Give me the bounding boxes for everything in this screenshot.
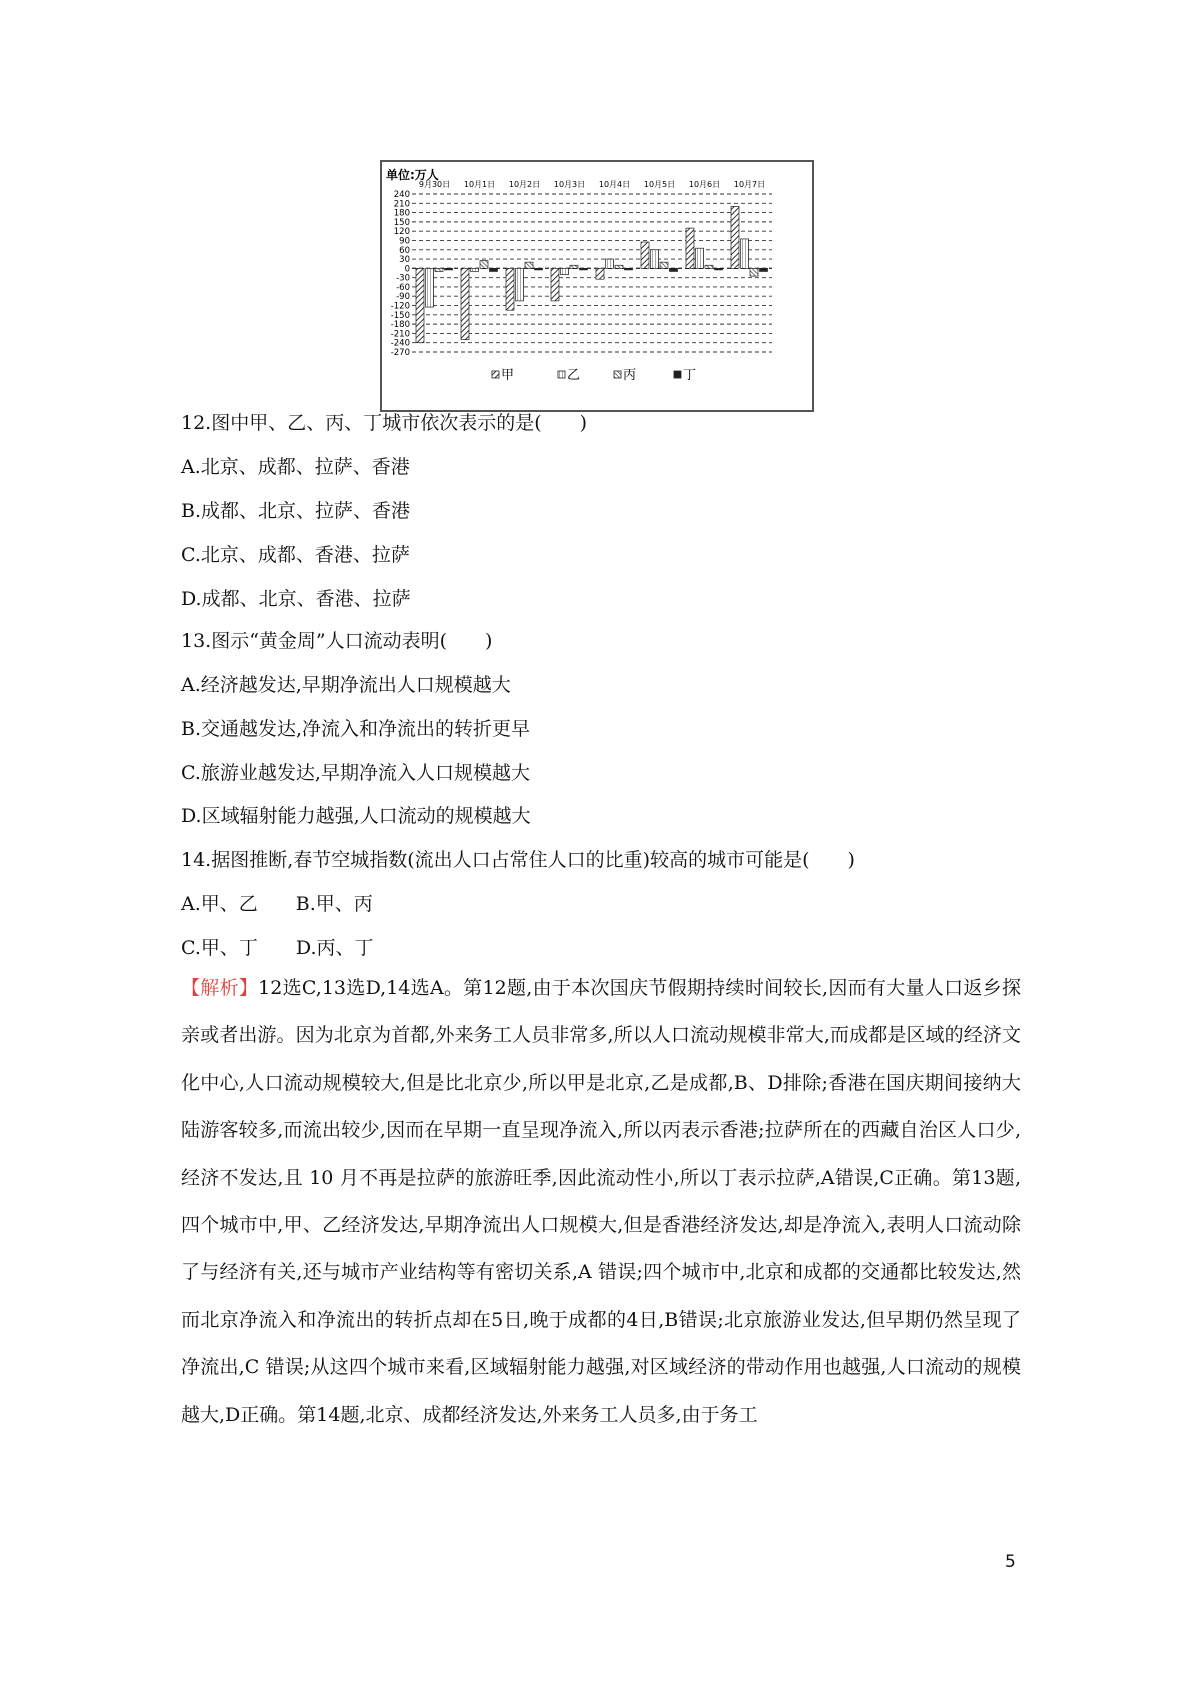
legend-label: 丁 [683, 368, 697, 383]
q13-option-b: B.交通越发达,净流入和净流出的转折更早 [181, 718, 531, 740]
y-tick-label: 30 [399, 255, 410, 266]
legend-label: 丙 [623, 368, 637, 383]
question-13: 13.图示“黄金周”人口流动表明( ) [181, 630, 493, 652]
bar-乙 [426, 268, 434, 307]
y-tick-label: -240 [390, 338, 410, 349]
category-label: 10月6日 [688, 180, 721, 189]
chart-unit-label: 单位:万人 [386, 168, 439, 182]
legend-swatch [674, 371, 681, 378]
bar-丙 [480, 261, 488, 269]
bar-甲 [461, 268, 469, 339]
question-14: 14.据图推断,春节空城指数(流出人口占常住人口的比重)较高的城市可能是( ) [181, 849, 855, 871]
bar-丙 [705, 265, 713, 268]
category-label: 10月5日 [643, 180, 676, 189]
analysis-text: 12选C,13选D,14选A。第12题,由于本次国庆节假期持续时间较长,因而有大量人口返乡探亲或者出游。因为北京为首都,外来务工人员非常多,所以人口流动规模非常大,而成都是区域的经济文化中心,人口流动规模较大,但是比北京少,所以甲是北京,乙是成都,B、D排除;香港在国庆期间接纳大陆游客较多,而流出较少,因而在早期一直呈现净流入,所以丙表示香港;拉萨所在的西藏自治区人口少,经济不发达,且 10 月不再是拉萨的旅游旺季,因此流动性小,所以丁表示拉萨,A错误,C正确。第13题,四个城市中,甲、乙经济发达,早期净流出人口规模大,但是香港经济发达,却是净流入,表明人口流动除了与经济有关,还与城市产业结构等有密切关系,A 错误;四个城市中,北京和成都的交通都比较发达,然而北京净流入和净流出的转折点却在5日,晚于成都的4日,B错误;北京旅游业发达,但早期仍然呈现了净流出,C 错误;从这四个城市来看,区域辐射能力越强,对区域经济的带动作用也越强,人口流动的规模越大,D正确。第14题,北京、成都经济发达,外来务工人员多,由于务工 [181, 977, 1021, 1426]
q12-option-a: A.北京、成都、拉萨、香港 [181, 456, 410, 478]
y-tick-label: -210 [390, 329, 410, 340]
y-tick-label: 150 [393, 217, 410, 228]
bar-乙 [741, 239, 749, 268]
q13-option-d: D.区域辐射能力越强,人口流动的规模越大 [181, 805, 531, 827]
y-tick-label: 120 [393, 227, 410, 238]
q12-option-c: C.北京、成都、香港、拉萨 [181, 544, 410, 566]
chart-svg [382, 162, 812, 410]
bar-丙 [525, 262, 533, 268]
page-number: 5 [1005, 1552, 1016, 1572]
bar-丁 [490, 268, 498, 271]
legend-label: 乙 [567, 368, 581, 383]
bar-丁 [715, 268, 723, 270]
legend-swatch [614, 371, 621, 378]
legend-swatch [558, 371, 565, 378]
bar-丙 [435, 268, 443, 271]
q12-option-d: D.成都、北京、香港、拉萨 [181, 588, 411, 610]
bar-丙 [615, 265, 623, 268]
y-tick-label: -150 [390, 310, 410, 321]
bar-甲 [551, 268, 559, 301]
analysis-tag: 【解析】 [181, 977, 259, 999]
question-12: 12.图中甲、乙、丙、丁城市依次表示的是( ) [181, 412, 588, 434]
category-label: 10月3日 [553, 180, 586, 189]
bar-丁 [580, 268, 588, 270]
bar-丙 [750, 268, 758, 276]
bar-甲 [641, 242, 649, 268]
bar-丁 [445, 268, 453, 270]
bar-丙 [570, 265, 578, 268]
y-tick-label: -270 [390, 348, 410, 358]
q13-option-c: C.旅游业越发达,早期净流入人口规模越大 [181, 762, 530, 784]
y-tick-label: -180 [390, 320, 410, 331]
y-tick-label: 0 [404, 264, 410, 275]
bar-甲 [506, 268, 514, 310]
bar-乙 [651, 250, 659, 269]
population-flow-chart [380, 160, 814, 412]
bar-乙 [606, 259, 614, 268]
category-label: 10月7日 [733, 180, 766, 189]
bar-甲 [731, 206, 739, 268]
analysis-paragraph [181, 965, 1021, 1439]
y-tick-label: -60 [396, 282, 410, 293]
bar-乙 [471, 268, 479, 271]
bar-丁 [625, 268, 633, 270]
bar-乙 [696, 248, 704, 268]
bar-丙 [660, 262, 668, 268]
category-label: 10月2日 [508, 180, 541, 189]
category-label: 9月30日 [418, 180, 451, 189]
y-tick-label: 60 [399, 245, 410, 256]
bar-甲 [596, 268, 604, 279]
bar-丁 [535, 268, 543, 270]
q13-option-a: A.经济越发达,早期净流出人口规模越大 [181, 674, 511, 696]
y-tick-label: 240 [393, 190, 410, 200]
q12-option-b: B.成都、北京、拉萨、香港 [181, 500, 411, 522]
y-tick-label: 180 [393, 208, 410, 219]
category-label: 10月4日 [598, 180, 631, 189]
bar-甲 [686, 228, 694, 268]
y-tick-label: -90 [396, 292, 410, 303]
bar-甲 [416, 268, 424, 342]
bar-乙 [516, 268, 524, 301]
legend-label: 甲 [501, 368, 515, 383]
bar-乙 [561, 268, 569, 274]
y-tick-label: 210 [393, 199, 410, 210]
y-tick-label: 90 [399, 236, 410, 247]
q14-options-ab: A.甲、乙 B.甲、丙 [181, 893, 373, 915]
q14-options-cd: C.甲、丁 D.丙、丁 [181, 937, 374, 959]
category-label: 10月1日 [463, 180, 496, 189]
y-tick-label: -30 [396, 273, 410, 284]
legend-swatch [492, 371, 499, 378]
bar-丁 [760, 268, 768, 271]
y-tick-label: -120 [390, 301, 410, 312]
bar-丁 [670, 268, 678, 271]
